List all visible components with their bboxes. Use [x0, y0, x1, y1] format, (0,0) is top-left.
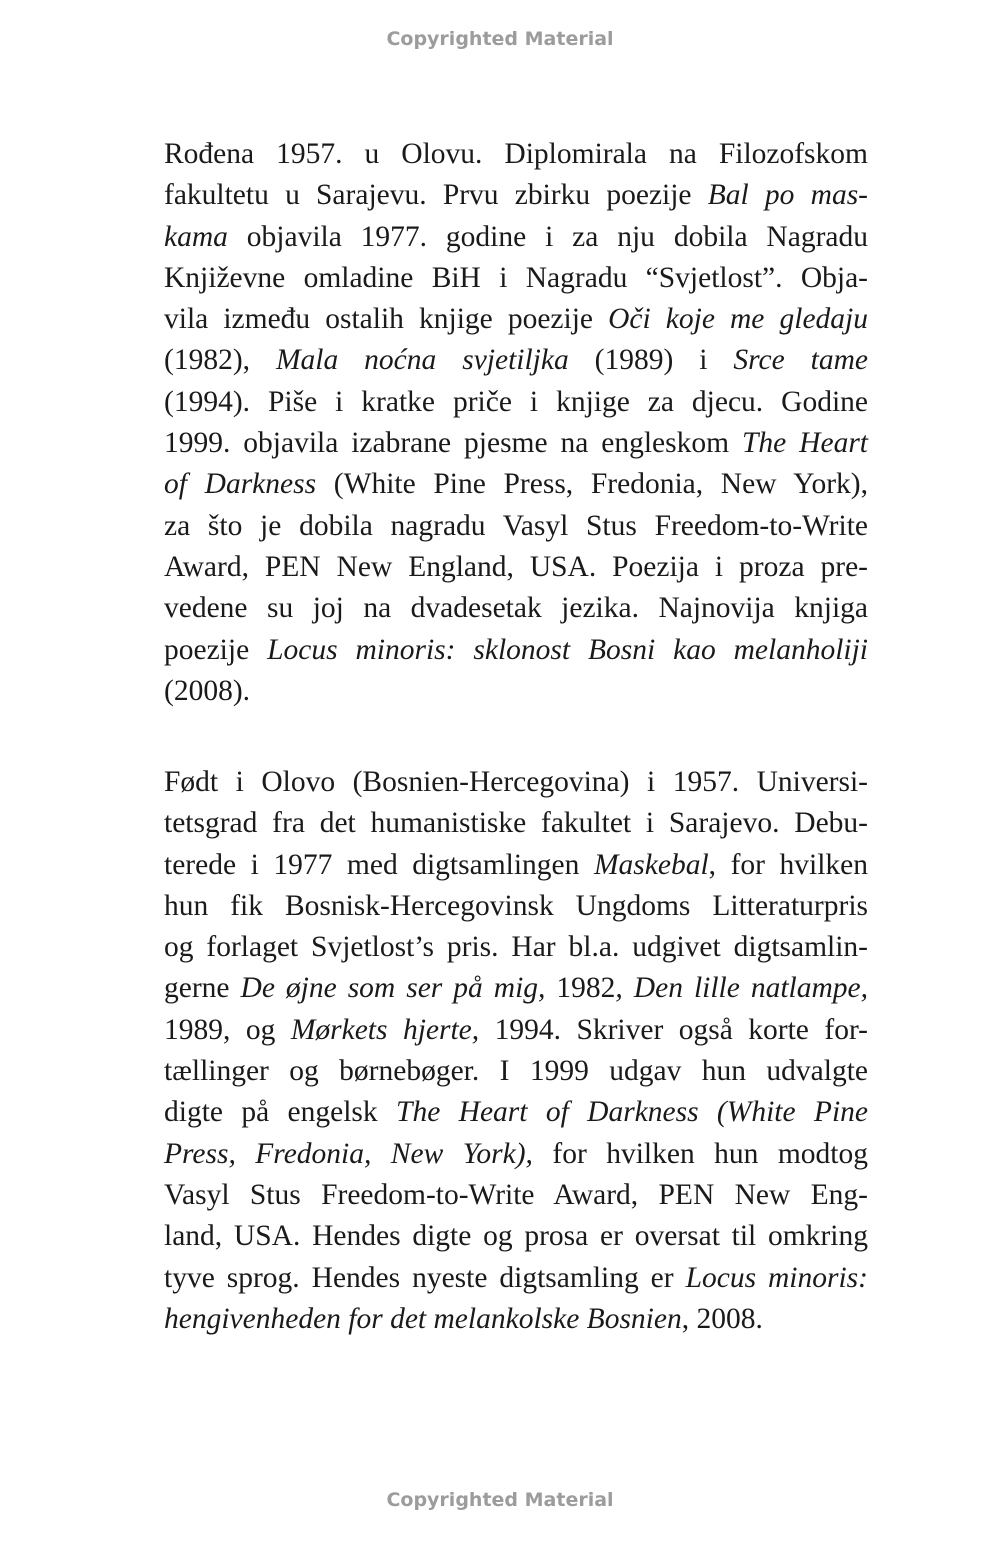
- body-text: land, USA. Hendes digte og prosa er oversat til omkring: [164, 1220, 868, 1253]
- italic-title-text: Bal po mas-: [707, 179, 869, 212]
- italic-title-text: of Darkness: [164, 468, 317, 501]
- italic-title-text: De øjne som ser på mig,: [240, 972, 546, 1005]
- italic-title-text: , Den lille natlampe,: [615, 972, 868, 1005]
- italic-title-text: Oči koje me gledaju: [608, 303, 868, 336]
- text-line: [164, 340, 868, 381]
- italic-title-text: Srce tame: [733, 344, 868, 377]
- text-line: [164, 1299, 868, 1340]
- italic-title-text: Locus minoris: sklonost Bosni kao melanholiji: [267, 633, 868, 666]
- text-line: [164, 886, 868, 927]
- body-text: hun fik Bosnisk-Hercegovinsk Ungdoms Litteraturpris: [164, 889, 868, 922]
- italic-title-text: The Heart: [742, 427, 868, 460]
- text-line: [164, 547, 868, 588]
- text-line: [164, 1134, 868, 1175]
- body-text: (2008).: [164, 674, 251, 707]
- italic-title-text: Mørkets hjerte,: [290, 1013, 480, 1046]
- text-line: [164, 506, 868, 547]
- text-line: [164, 845, 868, 886]
- text-line: [164, 299, 868, 340]
- body-text: Književne omladine BiH i Nagradu “Svjetlost”. Obja-: [164, 261, 868, 294]
- body-text: Vasyl Stus Freedom-to-Write Award, PEN New Eng-: [164, 1178, 868, 1211]
- body-text: tetsgrad fra det humanistiske fakultet i Sarajevo. Debu-: [164, 807, 868, 840]
- body-text: (1994). Piše i kratke priče i knjige za djecu. Godine: [164, 385, 868, 418]
- text-line: [164, 217, 868, 258]
- text-line: [164, 382, 868, 423]
- text-line: [164, 1092, 868, 1133]
- body-text: fakultetu u Sarajevu. Prvu zbirku poezije: [164, 179, 708, 212]
- text-line: [164, 134, 868, 175]
- text-line: [164, 1010, 868, 1051]
- body-text: digte på engelsk: [164, 1096, 397, 1129]
- italic-title-text: Locus minoris:: [685, 1261, 868, 1294]
- italic-title-text: kama: [164, 220, 228, 253]
- copyright-watermark-bottom: Copyrighted Material: [386, 1489, 614, 1511]
- body-text: Award, PEN New England, USA. Poezija i proza pre-: [164, 550, 868, 583]
- italic-title-text: Maskebal: [593, 848, 709, 881]
- body-text: , 2008.: [681, 1302, 763, 1335]
- italic-title-text: Press, Fredonia, New York),: [164, 1137, 533, 1170]
- text-line: [164, 588, 868, 629]
- text-line: [164, 1216, 868, 1257]
- text-line: [164, 258, 868, 299]
- text-line: [164, 464, 868, 505]
- biography-danish: [164, 762, 868, 1340]
- italic-title-text: hengivenheden for det melankolske Bosnien: [164, 1302, 682, 1335]
- italic-title-text: The Heart of Darkness (White Pine: [396, 1096, 868, 1129]
- body-text: vedene su joj na dvadesetak jezika. Najnovija knjiga: [164, 592, 868, 625]
- body-text: objavila 1977. godine i za nju dobila Nagradu: [227, 220, 868, 253]
- body-text: 1994. Skriver også korte for-: [479, 1013, 869, 1046]
- body-text: (White Pine Press, Fredonia, New York),: [316, 468, 868, 501]
- text-line: [164, 671, 868, 712]
- text-line: [164, 423, 868, 464]
- text-line: [164, 1051, 868, 1092]
- body-text: Født i Olovo (Bosnien-Hercegovina) i 1957. Universi-: [164, 766, 868, 798]
- text-line: [164, 175, 868, 216]
- body-text: Rođena 1957. u Olovu. Diplomirala na Filozofskom: [164, 138, 868, 170]
- text-line: [164, 762, 868, 803]
- body-text: (1989) i: [568, 344, 734, 377]
- body-text: vila između ostalih knjige poezije: [164, 303, 609, 336]
- text-line: [164, 1175, 868, 1216]
- text-line: [164, 968, 868, 1009]
- body-text: (1982),: [164, 344, 276, 377]
- text-line: [164, 1258, 868, 1299]
- body-text: tællinger og børnebøger. I 1999 udgav hun udvalgte: [164, 1055, 868, 1088]
- text-line: [164, 803, 868, 844]
- body-text: poezije: [164, 633, 268, 666]
- copyright-watermark-top: Copyrighted Material: [386, 28, 614, 50]
- body-text: 1982: [545, 972, 616, 1005]
- body-text: , for hvilken: [708, 848, 869, 881]
- text-line: [164, 630, 868, 671]
- body-text: for hvilken hun modtog: [532, 1137, 868, 1170]
- body-text: 1999. objavila izabrane pjesme na engleskom: [164, 427, 742, 460]
- body-text: terede i 1977 med digtsamlingen: [164, 848, 594, 881]
- body-text: za što je dobila nagradu Vasyl Stus Freedom-to-Write: [164, 509, 868, 542]
- body-text: tyve sprog. Hendes nyeste digtsamling er: [164, 1261, 686, 1294]
- body-text: 1989, og: [164, 1013, 291, 1046]
- text-line: [164, 927, 868, 968]
- body-text: og forlaget Svjetlost’s pris. Har bl.a. udgivet digtsamlin-: [164, 931, 868, 964]
- italic-title-text: Mala noćna svjetiljka: [275, 344, 569, 377]
- body-text: gerne: [164, 972, 241, 1005]
- biography-bosnian: [164, 134, 868, 712]
